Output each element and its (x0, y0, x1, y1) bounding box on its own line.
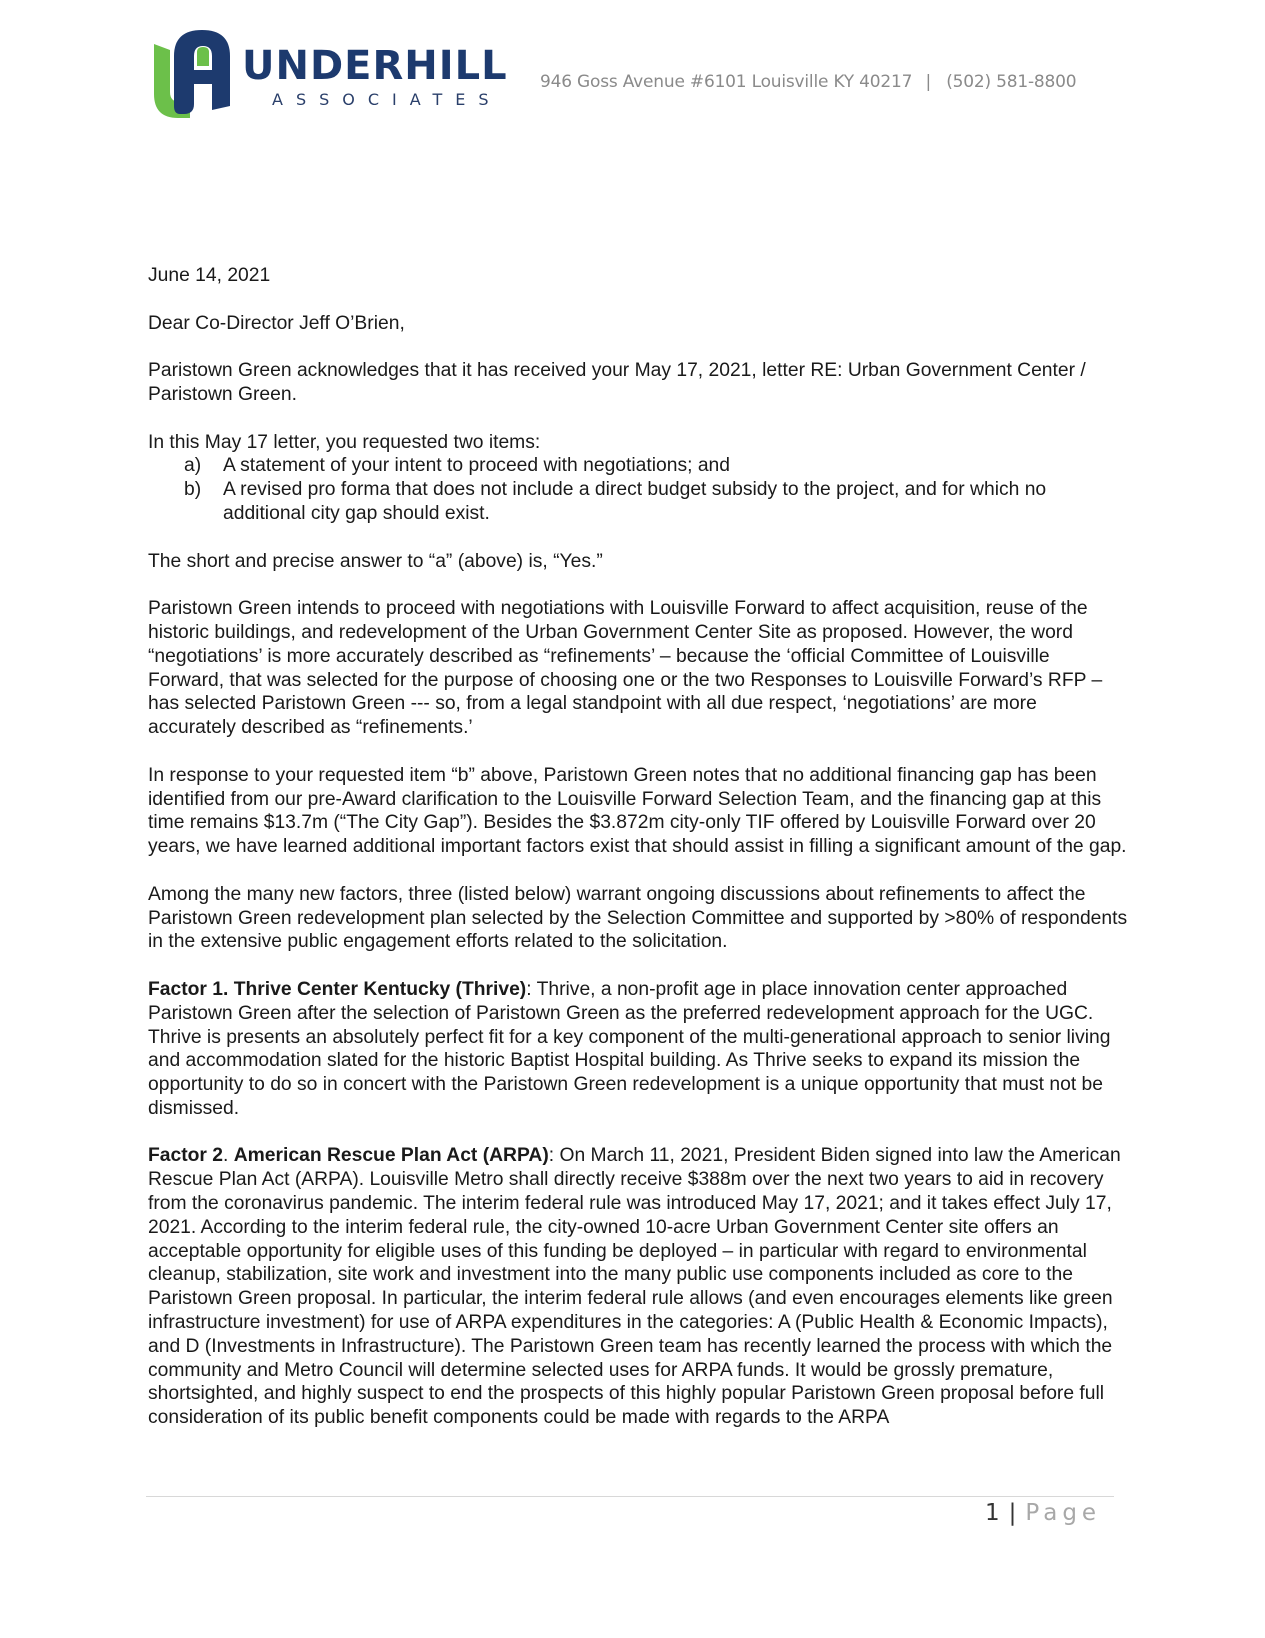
footer-divider (146, 1496, 1114, 1497)
factor-1-heading: Factor 1. Thrive Center Kentucky (Thrive) (148, 978, 527, 1000)
letter-date: June 14, 2021 (148, 265, 271, 286)
list-item (148, 478, 1128, 526)
company-logo (150, 26, 510, 126)
requested-items-list (148, 454, 1128, 525)
list-item (148, 454, 1128, 478)
address: 946 Goss Avenue #6101 Louisville KY 40217 (540, 72, 913, 92)
list-item-text: A revised pro forma that does not include a direct budget subsidy to the project, and for which no additional city gap should exist. (223, 479, 1047, 524)
company-name: UNDERHILL (242, 43, 508, 89)
paragraph-short-answer: The short and precise answer to “a” (above) is, “Yes.” (148, 550, 603, 572)
factor-2-label: Factor 2 (148, 1145, 224, 1167)
factor-1-body: : Thrive, a non-profit age in place innovation center approached Paristown Green after the selection of Paristown Green as the preferred redevelopment approach for the UGC. Thrive is presents an absolutely perfect fit for a key component of the multi-generational approach to senior living and accommodation slated for the historic Baptist Hospital building. As Thrive seeks to expand its mission the opportunity to do so in concert with the Paristown Green redevelopment is a unique opportunity that must not be dismissed. (148, 978, 1111, 1119)
list-item-text: A statement of your intent to proceed with negotiations; and (223, 455, 730, 477)
paragraph-acknowledgement: Paristown Green acknowledges that it has received your May 17, 2021, letter RE: Urban Government Center / Paristown Green. (148, 360, 1086, 405)
factor-2-heading: American Rescue Plan Act (ARPA) (233, 1145, 549, 1167)
salutation: Dear Co-Director Jeff O’Brien, (148, 312, 405, 334)
phone: (502) 581-8800 (946, 72, 1077, 92)
page-footer (985, 1500, 1101, 1526)
paragraph-new-factors: Among the many new factors, three (listed below) warrant ongoing discussions about refinements to affect the Paristown Green redevelopment plan selected by the Selection Committee and supported by >80% of respondents in the extensive public engagement efforts related to the solicitation. (148, 883, 1128, 953)
company-subtitle: ASSOCIATES (272, 90, 502, 109)
factor-2-dot: . (223, 1145, 234, 1167)
letter-body (148, 264, 1128, 1454)
contact-separator: | (925, 72, 931, 92)
list-marker: a) (184, 455, 202, 477)
paragraph-factor-1 (148, 978, 1128, 1121)
paragraph-financing-gap: In response to your requested item “b” above, Paristown Green notes that no additional financing gap has been identified from our pre-Award clarification to the Louisville Forward Selection Team, and the financing gap at this time remains $13.7m (“The City Gap”). Besides the $3.872m city-only TIF offered by Louisville Forward over 20 years, we have learned additional important factors exist that should assist in filling a significant amount of the gap. (148, 764, 1127, 858)
contact-line (540, 72, 1076, 92)
page-label: Page (1025, 1500, 1102, 1526)
paragraph-factor-2 (148, 1144, 1128, 1430)
letterhead (150, 26, 1110, 126)
paragraph-requested-items-intro: In this May 17 letter, you requested two items: (148, 431, 541, 453)
page-number: 1 (985, 1500, 1001, 1526)
page-separator: | (1008, 1500, 1018, 1526)
underhill-monogram-icon (150, 26, 240, 122)
factor-2-body: : On March 11, 2021, President Biden signed into law the American Rescue Plan Act (ARPA). Louisville Metro shall directly receive $388m over the next two years to aid in recovery from the coronavirus pandemic. The interim federal rule was introduced May 17, 2021; and it takes effect July 17, 2021. According to the interim federal rule, the city-owned 10-acre Urban Government Center site offers an acceptable opportunity for eligible uses of this funding be deployed – in particular with regard to environmental cleanup, stabilization, site work and investment into the many public use components included as core to the Paristown Green proposal. In particular, the interim federal rule allows (and even encourages elements like green infrastructure investment) for use of ARPA expenditures in the categories: A (Public Health & Economic Impacts), and D (Investments in Infrastructure). The Paristown Green team has recently learned the process with which the community and Metro Council will determine selected uses for ARPA funds. It would be grossly premature, shortsighted, and highly suspect to end the prospects of this highly popular Paristown Green proposal before full consideration of its public benefit components could be made with regards to the ARPA (148, 1145, 1121, 1429)
paragraph-negotiations: Paristown Green intends to proceed with negotiations with Louisville Forward to affect acquisition, reuse of the historic buildings, and redevelopment of the Urban Government Center Site as proposed. However, the word “negotiations’ is more accurately described as “refinements’ – because the ‘official Committee of Louisville Forward, that was selected for the purpose of choosing one or the two Responses to Louisville Forward’s RFP – has selected Paristown Green --- so, from a legal standpoint with all due respect, ‘negotiations’ are more accurately described as “refinements.’ (148, 598, 1103, 739)
list-marker: b) (184, 479, 202, 501)
